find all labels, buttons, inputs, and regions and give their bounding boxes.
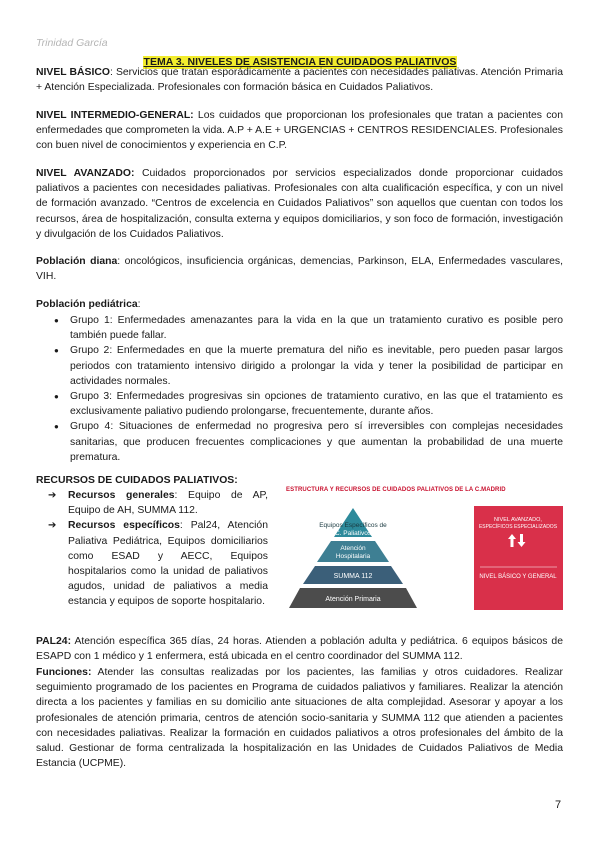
- recursos-heading-text: RECURSOS DE CUIDADOS PALIATIVOS:: [36, 475, 238, 486]
- pyramid-label: Hospitalaria: [335, 553, 371, 560]
- nivel-avanzado-paragraph: [36, 166, 563, 242]
- nivel-basico-label: NIVEL BÁSICO: [36, 67, 110, 78]
- poblacion-pediatrica-heading: [36, 297, 563, 312]
- pal24-text: Atención específica 365 días, 24 horas. Atienden a población adulta y pediátrica. 6 equipos básicos de ESAPD con 1 médico y 1 enfermera, está ubicada en el centro coordinador del SUMMA 112.: [36, 636, 563, 663]
- nivel-avanzado-text: Cuidados proporcionados por servicios especializados donde proporcionar cuidados paliativos a pacientes con necesidades paliativas. Profesionales con alta cualificación específica, y con un nivel de formación avanzado. “Centros de excelencia en Cuidados Paliativos” son aquellos que cuentan con todos los recursos, área de hospitalización, consulta externa y equipos domiciliarios, y son foco de formación, investigación y divulgación de los Cuidados Paliativos.: [36, 168, 563, 240]
- list-item: [36, 518, 268, 609]
- list-item: ● Grupo 3: Enfermedades progresivas sin opciones de tratamiento curativo, en las que el tratamiento es exclusivamente paliativo pudiendo prolongarse, frecuentemente, durante años.: [36, 389, 563, 419]
- page-title: TEMA 3. NIVELES DE ASISTENCIA EN CUIDADOS PALIATIVOS: [143, 56, 457, 68]
- poblacion-diana-text: : oncológicos, insuficiencia orgánicas, demencias, Parkinson, ELA, Enfermedades vasculares, VIH.: [36, 256, 563, 283]
- nivel-basico-paragraph: [36, 65, 563, 95]
- pal24-paragraph: [36, 634, 563, 664]
- poblacion-diana-label: Población diana: [36, 256, 118, 267]
- list-item: ● Grupo 2: Enfermedades en que la muerte prematura del niño es inevitable, pero pueden pasar largos periodos con tratamiento intensivo dirigido a prolongar la vida y tener la posibilidad de participar en actividades normales.: [36, 343, 563, 389]
- nivel-basico-text: : Servicios que tratan esporádicamente a pacientes con necesidades paliativas. Atención Primaria + Atención Especializada. Profesionales con formación básica en Cuidados Paliativos.: [36, 67, 563, 94]
- pyramid-diagram: [286, 484, 564, 614]
- list-item: ● Grupo 4: Situaciones de enfermedad no progresiva pero sí irreversibles con complejas necesidades sanitarias, que producen frecuentes complicaciones y que aumentan la probabilidad de una muerte prematura.: [36, 419, 563, 465]
- pyramid-label: SUMMA 112: [333, 573, 373, 580]
- recursos-heading: [36, 473, 276, 488]
- funciones-text: Atender las consultas realizadas por los pacientes, las familias y otros cuidadores. Realizar seguimiento programado de los pacientes en Programa de cuidados paliativos y familiares. Realizar la atención directa a los pacientes y familias en su domicilio ante situaciones de alta complejidad. Asesorar y apoyar a los profesionales de atención primaria, centros de atención socio-sanitaria y SUMMA 112 que atienden a pacientes con necesidades paliativas. Realizar la formación en cuidados paliativos a otros profesionales del ámbito de la salud. Gestionar de forma centralizada la hospitalización en las Unidades de Cuidados Paliativos de Media Estancia (UCPME).: [36, 667, 563, 770]
- funciones-label: Funciones:: [36, 667, 92, 678]
- pediatric-groups-list: [36, 313, 563, 465]
- nivel-avanzado-label: NIVEL AVANZADO:: [36, 168, 135, 179]
- levels-box-top-line2: ESPECÍFICOS ESPECIALIZADOS: [478, 524, 558, 530]
- recursos-generales-text: : Equipo de AP, Equipo de AH, SUMMA 112.: [68, 490, 268, 517]
- author-name: Trinidad García: [36, 37, 108, 49]
- nivel-intermedio-label: NIVEL INTERMEDIO-GENERAL:: [36, 110, 194, 121]
- poblacion-pediatrica-colon: :: [137, 299, 141, 310]
- nivel-intermedio-paragraph: [36, 108, 563, 154]
- pyramid-label: C. Paliativos: [334, 530, 372, 537]
- page-number: 7: [555, 799, 562, 811]
- list-item: ● Grupo 1: Enfermedades amenazantes para la vida en la que un tratamiento curativo es posible pero también puede fallar.: [36, 313, 563, 343]
- poblacion-diana-paragraph: [36, 254, 563, 284]
- pal24-label: PAL24:: [36, 636, 72, 647]
- pyramid-label: Atención: [340, 545, 366, 552]
- levels-box-bottom: NIVEL BÁSICO Y GENERAL: [479, 574, 557, 580]
- list-item: [36, 488, 268, 518]
- recursos-generales-label: Recursos generales: [68, 490, 175, 501]
- recursos-especificos-text: : Pal24, Atención Paliativa Pediátrica, Equipos domiciliarios como ESAD y AECC, Equipos hospitalarios como la unidad de paliativos agudos, unidad de paliativos a media estancia y equipos de soporte hospitalario.: [68, 520, 268, 608]
- nivel-intermedio-text: Los cuidados que proporcionan los profesionales que tratan a pacientes con enfermedades que comprometen la vida. A.P + A.E + URGENCIAS + CENTROS RESIDENCIALES. Profesionales con buen nivel de conocimientos y experiencia en C.P.: [36, 110, 563, 152]
- pyramid-label: Atención Primaria: [325, 596, 381, 603]
- poblacion-pediatrica-label: Población pediátrica: [36, 299, 138, 310]
- levels-box-top-line1: NIVEL AVANZADO,: [494, 517, 542, 523]
- figure-title: ESTRUCTURA Y RECURSOS DE CUIDADOS PALIATIVOS DE LA C.MADRID: [286, 487, 506, 493]
- structure-figure: [286, 484, 564, 614]
- recursos-list: [36, 488, 268, 610]
- recursos-especificos-label: Recursos específicos: [68, 520, 180, 532]
- pyramid-label: Equipos Específicos de: [319, 522, 387, 529]
- funciones-paragraph: [36, 665, 563, 771]
